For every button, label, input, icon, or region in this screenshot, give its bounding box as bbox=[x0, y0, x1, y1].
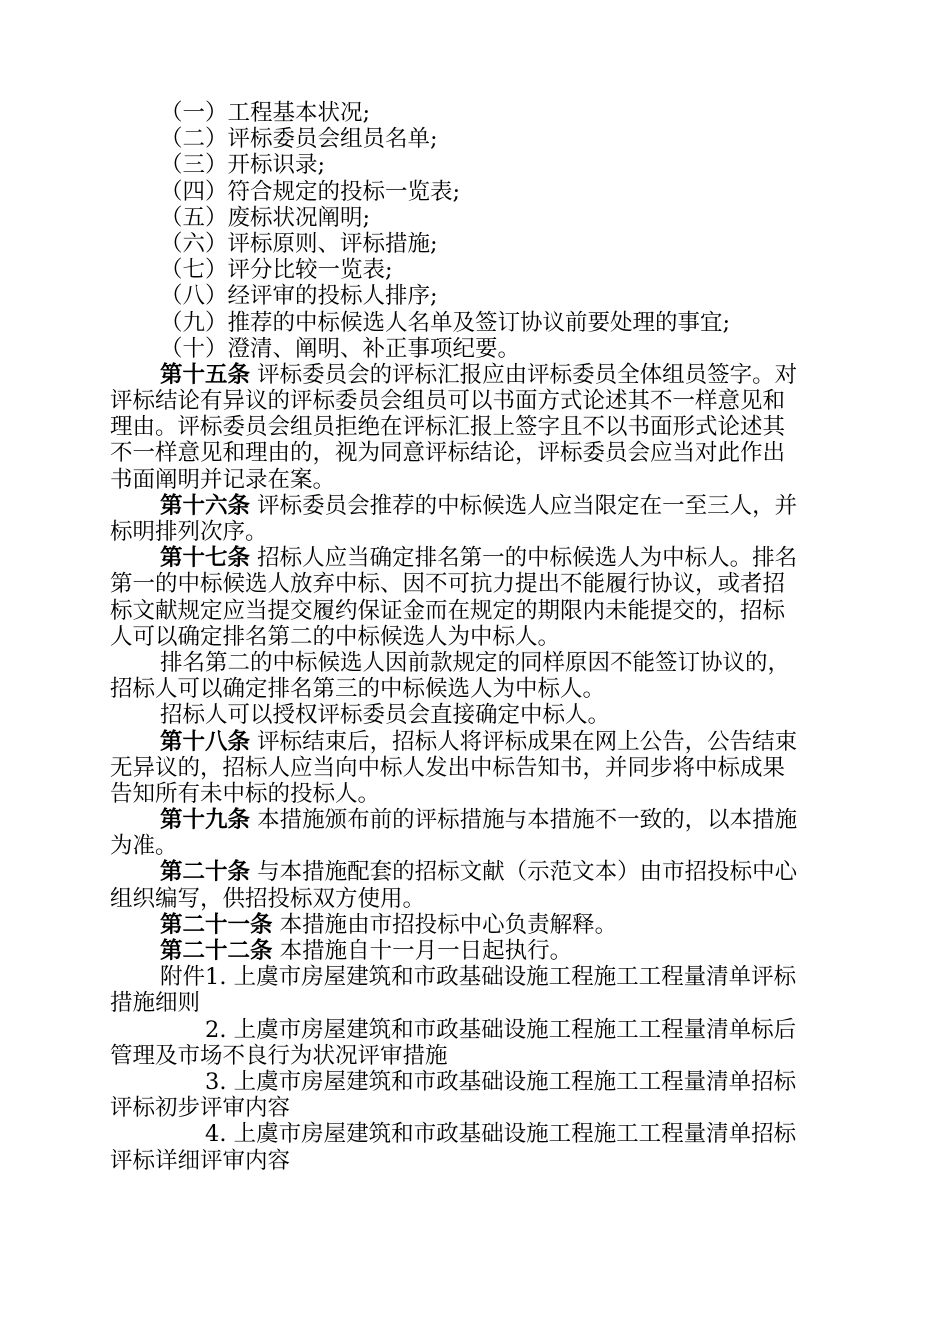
article-20 bbox=[110, 859, 842, 911]
article-18 bbox=[110, 729, 842, 808]
article-heading: 第十九条 bbox=[160, 807, 251, 834]
article-text: 排名第二的中标候选人因前款规定的同样原因不能签订协议的， bbox=[160, 649, 791, 676]
article-15 bbox=[110, 362, 842, 493]
article-heading: 第十七条 bbox=[160, 545, 251, 572]
list-item: （五）废标状况阐明; bbox=[160, 204, 371, 231]
list-item: （二）评标委员会组员名单; bbox=[160, 126, 438, 153]
article-text: 告知所有未中标的投标人。 bbox=[110, 780, 381, 807]
article-text: 评标委员会的评标汇报应由评标委员全体组员签字。对 bbox=[257, 361, 798, 388]
article-17 bbox=[110, 545, 842, 728]
attachment-title: 2. 上虞市房屋建筑和市政基础设施工程施工工程量清单标后 bbox=[205, 1016, 797, 1043]
article-text: 标文献规定应当提交履约保证金而在规定的期限内未能提交的，招标 bbox=[110, 597, 786, 624]
article-text: 招标人可以授权评标委员会直接确定中标人。 bbox=[160, 702, 611, 729]
article-text: 招标人应当确定排名第一的中标候选人为中标人。排名 bbox=[257, 545, 798, 572]
article-21 bbox=[110, 912, 842, 938]
list-item: （九）推荐的中标候选人名单及签订协议前要处理的事宜; bbox=[160, 309, 731, 336]
article-16 bbox=[110, 493, 842, 545]
article-text: 本措施自十一月一日起执行。 bbox=[279, 938, 573, 964]
attachments-label: 附件 bbox=[160, 964, 206, 991]
attachment-title: 1. 上虞市房屋建筑和市政基础设施工程施工工程量清单评标 bbox=[205, 964, 797, 991]
article-heading: 第二十二条 bbox=[160, 938, 273, 964]
attachments-list bbox=[110, 964, 842, 1174]
article-text: 评标结束后，招标人将评标成果在网上公告，公告结束 bbox=[257, 728, 798, 755]
article-text: 与本措施配套的招标文献（示范文本）由市招投标中心 bbox=[257, 859, 798, 886]
attachment-title: 评标详细评审内容 bbox=[110, 1147, 291, 1174]
attachment-title: 4. 上虞市房屋建筑和市政基础设施工程施工工程量清单招标 bbox=[205, 1121, 797, 1148]
list-item: （八）经评审的投标人排序; bbox=[160, 283, 438, 310]
list-item: （一）工程基本状况; bbox=[160, 100, 371, 126]
article-text: 书面阐明并记录在案。 bbox=[110, 466, 336, 493]
list-item: （四）符合规定的投标一览表; bbox=[160, 178, 461, 205]
article-text: 人可以确定排名第二的中标候选人为中标人。 bbox=[110, 623, 561, 650]
attachment-title: 评标初步评审内容 bbox=[110, 1095, 291, 1122]
list-item: （三）开标识录; bbox=[160, 152, 326, 179]
list-item: （七）评分比较一览表; bbox=[160, 257, 393, 284]
article-text: 第一的中标候选人放弃中标、因不可抗力提出不能履行协议，或者招 bbox=[110, 571, 786, 598]
article-heading: 第十八条 bbox=[160, 728, 251, 755]
article-text: 本措施由市招投标中心负责解释。 bbox=[279, 911, 618, 938]
attachment-title: 3. 上虞市房屋建筑和市政基础设施工程施工工程量清单招标 bbox=[205, 1068, 797, 1095]
article-text: 本措施颁布前的评标措施与本措施不一致的，以本措施 bbox=[257, 807, 798, 834]
article-text: 招标人可以确定排名第三的中标候选人为中标人。 bbox=[110, 676, 606, 703]
article-text: 无异议的，招标人应当向中标人发出中标告知书，并同步将中标成果 bbox=[110, 754, 786, 781]
article-heading: 第二十一条 bbox=[160, 911, 273, 938]
article-text: 组织编写，供招投标双方使用。 bbox=[110, 885, 426, 912]
article-19 bbox=[110, 807, 842, 859]
article-heading: 第十六条 bbox=[160, 492, 251, 519]
list-item: （十）澄清、阐明、补正事项纪要。 bbox=[160, 335, 521, 362]
article-22 bbox=[110, 938, 842, 964]
article-text: 评标委员会推荐的中标候选人应当限定在一至三人，并 bbox=[257, 492, 798, 519]
attachment-title: 管理及市场不良行为状况评审措施 bbox=[110, 1042, 448, 1069]
article-text: 标明排列次序。 bbox=[110, 519, 268, 545]
article-text: 为准。 bbox=[110, 833, 178, 860]
article-heading: 第二十条 bbox=[160, 859, 251, 886]
article-heading: 第十五条 bbox=[160, 361, 251, 388]
article-text: 评标结论有异议的评标委员会组员可以书面方式论述其不一样意见和 bbox=[110, 388, 786, 415]
article-text: 理由。评标委员会组员拒绝在评标汇报上签字且不以书面形式论述其 bbox=[110, 414, 786, 441]
report-contents-list bbox=[110, 100, 842, 362]
article-text: 不一样意见和理由的，视为同意评标结论，评标委员会应当对此作出 bbox=[110, 440, 786, 467]
document-body bbox=[110, 100, 842, 1174]
list-item: （六）评标原则、评标措施; bbox=[160, 230, 438, 257]
attachment-title: 措施细则 bbox=[110, 990, 201, 1017]
